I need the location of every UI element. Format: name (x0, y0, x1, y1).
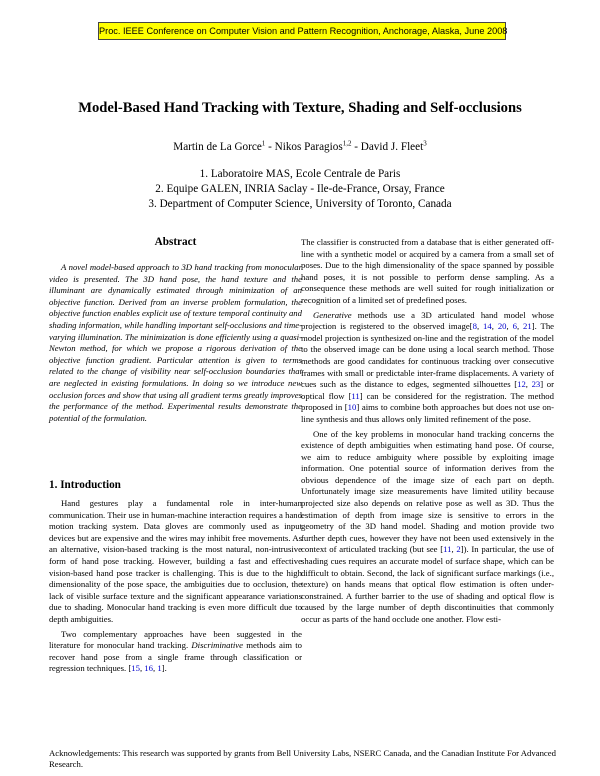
paragraph: One of the key problems in monocular hand tracking concerns the existence of depth ambiguities when estimating hand pose. Of course, we aim to reduce ambiguity where possible by exploiting image information. One potential source of information derives from the obvious dependence of the image size of each part on depth. Unfortunately image size measurements have limited utility because projected size also depends on relative pose as well as 3D. Thus the estimation of depth from image size is sensitive to errors in the geometry of the 3D hand model. Shading and motion provide two further depth cues, however they have not been used extensively in the context of articulated tracking (but see [11, 2]). In particular, the use of shading cues requires an accurate model of surface shape, which can be difficult to obtain. Second, the lack of significant surface markings (i.e., texture) on hands means that optical flow estimation is often under-constrained. A further barrier to the use of shading and optical flow is caused by the large number of depth discontinuities that commonly occur as parts of the hand occlude one another. Flow esti- (301, 428, 555, 624)
author-name: Martin de La Gorce (173, 141, 262, 153)
section-heading-introduction: 1. Introduction (49, 479, 121, 491)
citation-link[interactable]: 2 (456, 544, 461, 555)
author-affil-mark: 1 (261, 139, 266, 148)
conference-banner: Proc. IEEE Conference on Computer Vision and Pattern Recognition, Anchorage, Alaska, June 2008 (98, 22, 506, 40)
citation-link[interactable]: 15 (131, 663, 140, 674)
citation-link[interactable]: 11 (443, 544, 452, 555)
citation-link[interactable]: 11 (351, 390, 360, 401)
affiliation-line: 3. Department of Computer Science, University of Toronto, Canada (148, 198, 452, 210)
text-run: ]. The model projection is synthesized on-line and the registration of the model to the observed image can be done using a local search method. Those methods are good candidates for continuous tracking over consecutive frames with small or predictable inter-frame displacements. A variety of cues such as the distance to edges, segmented silhouettes [ (301, 321, 555, 390)
citation-link[interactable]: 21 (523, 321, 532, 332)
citation-link[interactable]: 20 (497, 321, 507, 332)
paper-title: Model-Based Hand Tracking with Texture, Shading and Self-occlusions (78, 100, 522, 116)
author-separator: - (265, 141, 275, 153)
text-run: ] can be considered for the registration. The method proposed in [ (301, 390, 554, 413)
author-affil-mark: 1,2 (342, 139, 352, 148)
text-run: ]. (161, 663, 167, 674)
author-separator: - (351, 141, 361, 153)
text-run: One of the key problems in monocular hand tracking concerns the existence of depth ambiguities when estimating hand pose. Of course, we aim to reduce ambiguity where possible by exploiting image information. One potential source of information derives from the obvious dependence of the image size of each part on depth. Unfortunately image size measurements have limited utility because projected size also depends on relative pose as well as 3D. Thus the estimation of depth from image size is sensitive to errors in the geometry of the 3D hand model. Shading and motion provide two further depth cues, however they have not been used extensively in the context of articulated tracking (but see [ (301, 428, 554, 555)
affiliation-line: 1. Laboratoire MAS, Ecole Centrale de Paris (199, 168, 401, 180)
citation-link[interactable]: 14 (483, 321, 492, 332)
text-run: Generative (313, 309, 352, 320)
citation-link[interactable]: 12 (517, 379, 526, 390)
author-name: David J. Fleet (360, 141, 424, 153)
text-run: Discriminative (191, 640, 244, 651)
text-run: methods use a 3D articulated hand model whose projection is registered to the observed image[ (301, 309, 554, 332)
text-run: Two complementary approaches have been suggested in the literature for monocular hand tracking. (49, 628, 302, 651)
author-name: Nikos Paragios (274, 141, 343, 153)
paragraph: Hand gestures play a fundamental role in inter-human communication. Their use in human-machine interaction requires a hand motion tracking system. Data gloves are commonly used as input devices but are expensive and the wires may inhibit free movements. As an alternative, vision-based tracking is the most natural, non-intrusive form of hand pose tracking. However, building a fast and effective vision-based hand pose tracker is challenging. This is due to the high dimensionality of the pose space, the ambiguities due to occlusion, the lack of visible surface texture and the significant appearance variations due to shading. Monocular hand tracking is even more difficult due to depth ambiguities. (49, 498, 302, 624)
text-run: methods aim to recover hand pose from a single frame through classification or regression techniques. [ (49, 640, 302, 674)
author-affil-mark: 3 (423, 139, 427, 148)
affiliation-line: 2. Equipe GALEN, INRIA Saclay - Ile-de-France, Orsay, France (155, 183, 445, 195)
citation-link[interactable]: 16 (144, 663, 153, 674)
citation-link[interactable]: 6 (512, 321, 517, 332)
citation-link[interactable]: 1 (157, 663, 162, 674)
paragraph: Generative methods use a 3D articulated hand model whose projection is registered to the observed image[8, 14, 20, 6, 21]. The model projection is synthesized on-line and the registration of the model to the observed image can be done using a local search method. Those methods are good candidates for continuous tracking over consecutive frames with small or predictable inter-frame displacements. A variety of cues such as the distance to edges, segmented silhouettes [12, 23] or optical flow [11] can be considered for the registration. The method proposed in [10] aims to combine both approaches but does not use on-line synthesis and thus allows only limited refinement of the pose. (301, 309, 555, 424)
introduction-body (49, 498, 302, 678)
citation-link[interactable]: 23 (531, 379, 541, 390)
affiliations (0, 167, 600, 212)
paragraph: The classifier is constructed from a database that is either generated off-line with a synthetic model or acquired by a camera from a small set of poses. Due to the high dimensionality of the space spanned by possible hand poses, it is not possible to perform dense sampling. As a consequence these methods are well suited for rough initialization or recognition of a limited set of predefined poses. (301, 237, 554, 305)
text-run: ] or optical flow [ (301, 379, 555, 401)
citation-link[interactable]: 10 (347, 402, 357, 413)
paragraph: Two complementary approaches have been suggested in the literature for monocular hand tracking. Discriminative methods aim to recover hand pose from a single frame through classification or regression techniques. [15, 16, 1]. (49, 628, 302, 674)
abstract-heading: Abstract (154, 236, 197, 248)
acknowledgements-footnote: Acknowledgements: This research was supported by grants from Bell University Labs, NSERC Canada, and the Canadian Institute For Advanced Research. (49, 748, 556, 769)
right-column-body (301, 237, 554, 629)
author-line (0, 141, 600, 153)
citation-link[interactable]: 8 (472, 321, 477, 332)
text-run: ]). In particular, the use of shading cues requires an accurate model of surface shape, which can be difficult to obtain. Second, the lack of significant surface markings (i.e., texture) on hands means that optical flow estimation is often under-constrained. A further barrier to the use of shading and optical flow is caused by the large number of depth discontinuities that commonly occur as parts of the hand occlude one another. Flow esti- (301, 544, 555, 624)
text-run: ] aims to combine both approaches but does not use on-line synthesis and thus allows only limited refinement of the pose. (301, 402, 554, 424)
abstract-text: A novel model-based approach to 3D hand tracking from monocular video is presented. The 3D hand pose, the hand texture and the illuminant are dynamically estimated through minimization of an objective function. Derived from an inverse problem formulation, the objective function enables explicit use of texture temporal continuity and shading information, while handling important self-occlusions and time-varying illumination. The minimization is done efficiently using a quasi-Newton method, for which we propose a rigorous derivation of the objective function gradient. Particular attention is given to terms related to the change of visibility near self-occlusion boundaries that are neglected in existing formulations. In doing so we introduce new occlusion forces and show that using all gradient terms greatly improves the performance of the method. Experimental results demonstrate the potential of the formulation. (49, 262, 302, 423)
